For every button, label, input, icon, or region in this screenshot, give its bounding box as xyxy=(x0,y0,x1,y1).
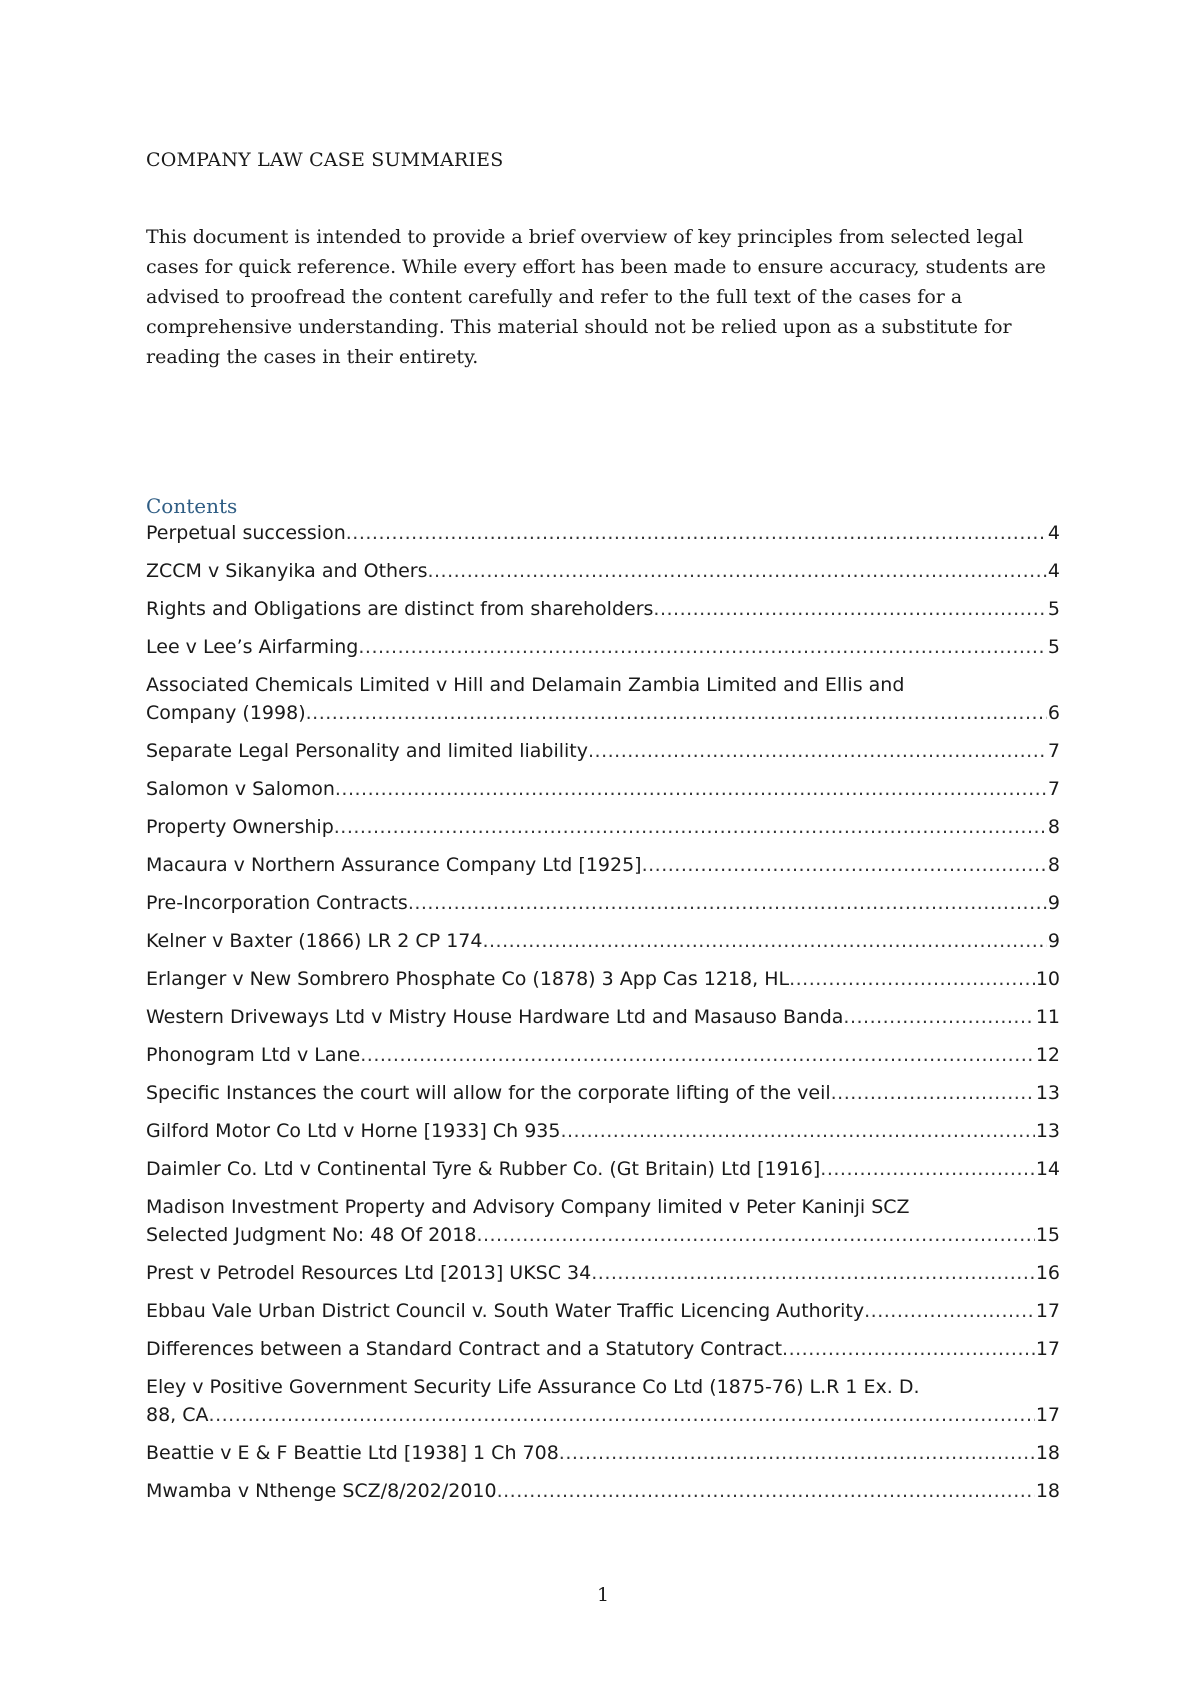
toc-page-number: 11 xyxy=(1035,1006,1060,1028)
toc-entry-title: Daimler Co. Ltd v Continental Tyre & Rubber Co. (Gt Britain) Ltd [1916] xyxy=(146,1158,821,1180)
toc-entry[interactable] xyxy=(146,1003,1060,1031)
toc-page-number: 9 xyxy=(1047,892,1060,914)
toc-dot-leader xyxy=(831,1079,1035,1107)
toc-page-number: 5 xyxy=(1047,636,1060,658)
toc-entry-title: Company (1998) xyxy=(146,702,306,724)
toc-entry[interactable] xyxy=(146,1297,1060,1325)
toc-page-number: 7 xyxy=(1047,778,1060,800)
toc-entry-title: Lee v Lee’s Airfarming xyxy=(146,636,359,658)
toc-dot-leader xyxy=(408,889,1047,917)
toc-page-number: 15 xyxy=(1035,1224,1060,1246)
toc-entry[interactable] xyxy=(146,775,1060,803)
toc-dot-leader xyxy=(335,775,1047,803)
toc-page-number: 13 xyxy=(1035,1082,1060,1104)
toc-dot-leader xyxy=(427,557,1046,585)
toc-entry-title: Phonogram Ltd v Lane xyxy=(146,1044,361,1066)
toc-entry-title: Specific Instances the court will allow for the corporate lifting of the veil xyxy=(146,1082,831,1104)
intro-line: cases for quick reference. While every effort has been made to ensure accuracy, students are xyxy=(146,256,1046,278)
toc-entry[interactable] xyxy=(146,965,1060,993)
toc-entry[interactable] xyxy=(146,1259,1060,1287)
toc-entry-title: Selected Judgment No: 48 Of 2018 xyxy=(146,1224,477,1246)
toc-dot-leader xyxy=(653,595,1047,623)
toc-page-number: 17 xyxy=(1035,1338,1060,1360)
toc-page-number: 10 xyxy=(1035,968,1060,990)
toc-page-number: 13 xyxy=(1035,1120,1060,1142)
toc-dot-leader xyxy=(497,1477,1035,1505)
intro-line: reading the cases in their entirety. xyxy=(146,346,479,368)
toc-page-number: 12 xyxy=(1035,1044,1060,1066)
toc-dot-leader xyxy=(360,1041,1035,1069)
toc-dot-leader xyxy=(306,699,1047,727)
toc-entry-title: Salomon v Salomon xyxy=(146,778,335,800)
toc-page-number: 5 xyxy=(1047,598,1060,620)
toc-entry[interactable] xyxy=(146,557,1060,585)
toc-entry-title: Property Ownership xyxy=(146,816,334,838)
toc-dot-leader xyxy=(642,851,1047,879)
toc-entry-title: Differences between a Standard Contract and a Statutory Contract xyxy=(146,1338,783,1360)
page-number: 1 xyxy=(596,1584,610,1606)
toc-entry[interactable] xyxy=(146,1335,1060,1363)
toc-dot-leader xyxy=(843,1003,1034,1031)
toc-dot-leader xyxy=(358,633,1047,661)
toc-entry-title: Separate Legal Personality and limited liability xyxy=(146,740,588,762)
toc-entry[interactable] xyxy=(146,1193,1060,1249)
toc-page-number: 18 xyxy=(1035,1480,1060,1502)
toc-entry[interactable] xyxy=(146,737,1060,765)
toc-page-number: 7 xyxy=(1047,740,1060,762)
toc-entry-title-line1: Madison Investment Property and Advisory Company limited v Peter Kaninji SCZ xyxy=(146,1196,910,1218)
toc-entry-title: Prest v Petrodel Resources Ltd [2013] UKSC 34 xyxy=(146,1262,592,1284)
toc-page-number: 14 xyxy=(1035,1158,1060,1180)
toc-dot-leader xyxy=(346,519,1047,547)
toc-entry[interactable] xyxy=(146,889,1060,917)
toc-dot-leader xyxy=(864,1297,1035,1325)
toc-page-number: 8 xyxy=(1047,854,1060,876)
toc-dot-leader xyxy=(789,965,1035,993)
toc-dot-leader xyxy=(588,737,1047,765)
toc-entry[interactable] xyxy=(146,1079,1060,1107)
toc-entry-title: Perpetual succession xyxy=(146,522,346,544)
toc-entry[interactable] xyxy=(146,1373,1060,1429)
toc-dot-leader xyxy=(482,927,1046,955)
toc-entry[interactable] xyxy=(146,851,1060,879)
toc-page-number: 18 xyxy=(1035,1442,1060,1464)
intro-line: This document is intended to provide a brief overview of key principles from selected legal xyxy=(146,226,1024,248)
toc-entry-title-line1: Eley v Positive Government Security Life Assurance Co Ltd (1875-76) L.R 1 Ex. D. xyxy=(146,1376,920,1398)
toc-entry-title: Rights and Obligations are distinct from shareholders xyxy=(146,598,654,620)
toc-page-number: 16 xyxy=(1035,1262,1060,1284)
toc-page-number: 8 xyxy=(1047,816,1060,838)
toc-entry[interactable] xyxy=(146,595,1060,623)
toc-entry[interactable] xyxy=(146,1041,1060,1069)
toc-entry-title: Western Driveways Ltd v Mistry House Hardware Ltd and Masauso Banda xyxy=(146,1006,844,1028)
toc-entry[interactable] xyxy=(146,671,1060,727)
toc-entry-title: 88, CA xyxy=(146,1404,209,1426)
intro-paragraph xyxy=(146,222,1060,372)
contents-heading: Contents xyxy=(146,494,238,518)
toc-dot-leader xyxy=(334,813,1047,841)
intro-line: comprehensive understanding. This material should not be relied upon as a substitute for xyxy=(146,316,1012,338)
toc-entry-title: Beattie v E & F Beattie Ltd [1938] 1 Ch 708 xyxy=(146,1442,559,1464)
toc-page-number: 17 xyxy=(1035,1300,1060,1322)
toc-entry[interactable] xyxy=(146,1477,1060,1505)
toc-entry[interactable] xyxy=(146,813,1060,841)
toc-dot-leader xyxy=(591,1259,1035,1287)
toc-entry[interactable] xyxy=(146,1155,1060,1183)
toc-dot-leader xyxy=(560,1117,1034,1145)
toc-entry[interactable] xyxy=(146,519,1060,547)
toc-page-number: 4 xyxy=(1047,522,1060,544)
toc-entry-title: Gilford Motor Co Ltd v Horne [1933] Ch 935 xyxy=(146,1120,561,1142)
toc-entry-title: ZCCM v Sikanyika and Others xyxy=(146,560,428,582)
toc-dot-leader xyxy=(476,1221,1034,1249)
document-title: COMPANY LAW CASE SUMMARIES xyxy=(146,149,504,171)
toc-page-number: 4 xyxy=(1047,560,1060,582)
toc-entry-title: Pre-Incorporation Contracts xyxy=(146,892,408,914)
toc-entry-title-line1: Associated Chemicals Limited v Hill and Delamain Zambia Limited and Ellis and xyxy=(146,674,905,696)
toc-entry-title: Ebbau Vale Urban District Council v. South Water Traffic Licencing Authority xyxy=(146,1300,865,1322)
intro-line: advised to proofread the content carefully and refer to the full text of the cases for a xyxy=(146,286,963,308)
toc-entry-title: Erlanger v New Sombrero Phosphate Co (1878) 3 App Cas 1218, HL xyxy=(146,968,790,990)
table-of-contents xyxy=(146,519,1060,1515)
toc-entry-title: Macaura v Northern Assurance Company Ltd [1925] xyxy=(146,854,642,876)
toc-dot-leader xyxy=(559,1439,1035,1467)
toc-dot-leader xyxy=(209,1401,1035,1429)
toc-entry[interactable] xyxy=(146,1117,1060,1145)
toc-entry-title: Kelner v Baxter (1866) LR 2 CP 174 xyxy=(146,930,483,952)
toc-entry[interactable] xyxy=(146,927,1060,955)
toc-page-number: 6 xyxy=(1047,702,1060,724)
toc-entry[interactable] xyxy=(146,633,1060,661)
toc-dot-leader xyxy=(820,1155,1035,1183)
toc-page-number: 9 xyxy=(1047,930,1060,952)
toc-page-number: 17 xyxy=(1035,1404,1060,1426)
toc-entry-title: Mwamba v Nthenge SCZ/8/202/2010 xyxy=(146,1480,497,1502)
toc-dot-leader xyxy=(782,1335,1035,1363)
toc-entry[interactable] xyxy=(146,1439,1060,1467)
